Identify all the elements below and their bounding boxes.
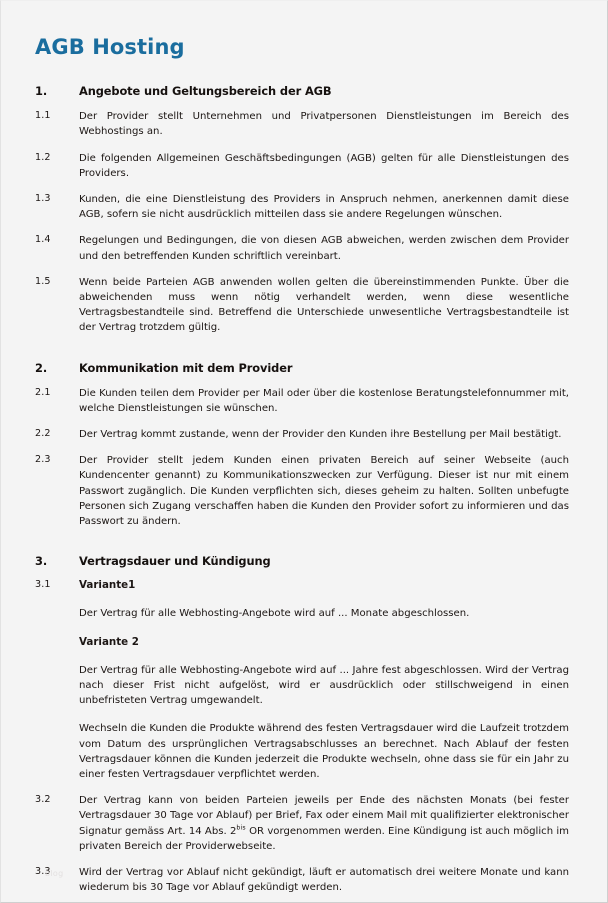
clause-paragraph (79, 793, 569, 854)
legal-superscript-bis: bis (236, 824, 246, 832)
clause-2-2 (35, 427, 569, 442)
variant-2-label: Variante 2 (79, 635, 139, 648)
clause-body (79, 865, 569, 895)
variant-1-label: Variante1 (79, 579, 136, 592)
clause-3-2 (35, 793, 569, 854)
clause-2-1 (35, 386, 569, 416)
document-content (1, 1, 607, 902)
section-title: Angebote und Geltungsbereich der AGB (79, 84, 332, 99)
clause-2-3 (35, 453, 569, 529)
clause-body (79, 275, 569, 336)
clause-paragraph: Der Provider stellt Unternehmen und Privatpersonen Dienstleistungen im Bereich des Webhostings an. (79, 111, 569, 138)
clause-number: 1.1 (35, 110, 51, 122)
clause-body (79, 109, 569, 139)
clause-3-1 (35, 578, 569, 782)
clause-paragraph: Kunden, die eine Dienstleistung des Providers in Anspruch nehmen, anerkennen damit diese AGB, sofern sie nicht ausdrücklich mitteilen dass sie andere Regelungen wünschen. (79, 193, 569, 221)
clause-number: 1.2 (35, 151, 51, 163)
clause-number: 1.3 (35, 192, 51, 204)
clause-number: 3.1 (35, 579, 51, 591)
clause-1-1 (35, 109, 569, 139)
section-title: Vertragsdauer und Kündigung (79, 554, 271, 569)
variant-2-text-2: Wechseln die Kunden die Produkte während des festen Vertragsdauer wird die Laufzeit trotzdem vom Datum des ursprünglichen Vertragsabschlusses an berechnet. Nach Ablauf der festen Vertragsdauer können die Kunden jederzeit die Produkte wechseln, ohne dass sie für ein Jahr zu einer festen Vertragsdauer verpflichtet werden. (79, 723, 569, 780)
clause-number: 3.3 (35, 866, 51, 877)
clause-body (79, 151, 569, 181)
clause-body (79, 453, 569, 529)
clause-paragraph: Der Vertrag kommt zustande, wenn der Provider den Kunden ihre Bestellung per Mail bestätigt. (79, 428, 562, 440)
variant-1-text: Der Vertrag für alle Webhosting-Angebote wird auf ... Monate abgeschlossen. (79, 608, 470, 620)
clause-text-part-1: Der Vertrag kann von beiden Parteien jeweils per Ende des nächsten Monats (bei fester Vertragsdauer 30 Tage vor Ablauf) per Brief, Fax oder einem Mail mit qualifizierter elektronischer Signatur gemäss Art. 14 Abs. 2 (79, 795, 569, 837)
faint-watermark-artifact: blog (45, 869, 64, 878)
section-number: 2. (35, 360, 48, 375)
clause-body (79, 793, 569, 854)
clause-text-part-2: OR vorgenommen werden. Eine Kündigung ist auch möglich im privaten Bereich der Providerwebseite. (79, 825, 569, 852)
clause-3-3 (35, 865, 569, 895)
clause-paragraph: Die Kunden teilen dem Provider per Mail oder über die kostenlose Beratungstelefonnummer mit, welche Dienstleistungen sie wünschen. (79, 387, 569, 414)
clause-1-4 (35, 233, 569, 263)
section-heading-3 (35, 554, 569, 568)
clause-body (79, 578, 569, 782)
clause-number: 2.1 (35, 386, 51, 398)
clause-paragraph: Regelungen und Bedingungen, die von diesen AGB abweichen, werden zwischen dem Provider und den betreffenden Kunden schriftlich vereinbart. (79, 235, 569, 262)
clause-number: 1.4 (35, 234, 51, 246)
clause-paragraph: Die folgenden Allgemeinen Geschäftsbedingungen (AGB) gelten für alle Dienstleistungen des Providers. (79, 152, 569, 179)
page-title: AGB Hosting (35, 35, 185, 59)
section-number: 3. (35, 554, 48, 569)
clause-paragraph: Wird der Vertrag vor Ablauf nicht gekündigt, läuft er automatisch drei weitere Monate und kann wiederum bis 30 Tage vor Ablauf gekündigt werden. (79, 867, 569, 894)
variant-2-text: Der Vertrag für alle Webhosting-Angebote wird auf ... Jahre fest abgeschlossen. Wird der Vertrag nach dieser Frist nicht aufgelöst, wird er ausdrücklich oder stillschweigend in einen unbefristeten Vertrag umgewandelt. (79, 664, 569, 707)
clause-number: 2.2 (35, 427, 51, 439)
clause-paragraph: Der Provider stellt jedem Kunden einen privaten Bereich auf seiner Webseite (auch Kundencenter genannt) zu Kommunikationszwecken zur Verfügung. Dieser ist nur mit einem Passwort zugänglich. Die Kunden verpflichten sich, dieses geheim zu halten. Sollten unbefugte Personen sich Zugang verschaffen haben die Kunden den Provider sofort zu informieren und das Passwort zu ändern. (79, 455, 569, 527)
clause-body (79, 386, 569, 416)
section-heading-2 (35, 361, 569, 375)
clause-number: 3.2 (35, 794, 51, 806)
section-title: Kommunikation mit dem Provider (79, 360, 293, 375)
clause-number: 1.5 (35, 275, 51, 287)
clause-body (79, 427, 569, 442)
section-number: 1. (35, 84, 48, 99)
clause-1-2 (35, 151, 569, 181)
clause-1-5 (35, 275, 569, 336)
clause-number: 2.3 (35, 454, 51, 466)
clause-body (79, 192, 569, 222)
clause-paragraph: Wenn beide Parteien AGB anwenden wollen gelten die übereinstimmenden Punkte. Über die abweichenden muss wenn nötig verhandelt werden, wenn diese wesentliche Vertragsbestandteile sind. Betreffend die Unterschiede unwesentliche Vertragsbestandteile ist der Vertrag trotzdem gültig. (79, 276, 569, 334)
clause-1-3 (35, 192, 569, 222)
clause-body (79, 233, 569, 263)
section-heading-1 (35, 84, 569, 98)
